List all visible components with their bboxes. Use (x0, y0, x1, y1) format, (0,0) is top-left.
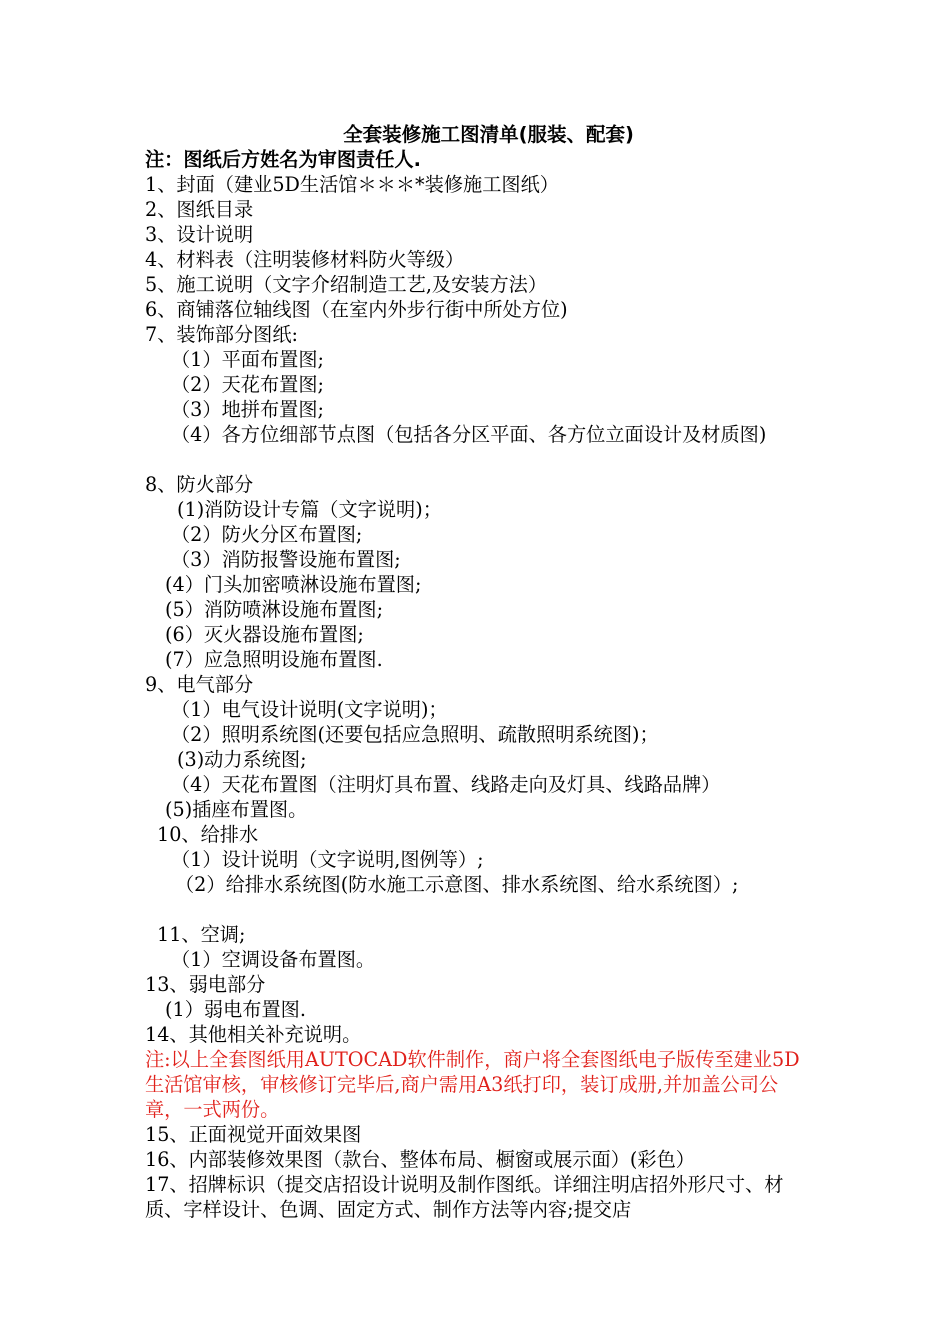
list-item: 3、设计说明 (145, 223, 254, 246)
list-item: 1、封面（建业5D生活馆＊＊＊*装修施工图纸） (145, 173, 559, 196)
list-item: 2、图纸目录 (145, 198, 254, 221)
list-item: 13、弱电部分 (145, 973, 266, 996)
list-item: 7、装饰部分图纸: (145, 323, 298, 346)
sub-item-text: （2）给排水系统图(防水施工示意图、排水系统图、给水系统图）; (175, 873, 739, 896)
sub-item: （4）天花布置图（注明灯具布置、线路走向及灯具、线路品牌） (171, 773, 721, 796)
list-item: 17、招牌标识（提交店招设计说明及制作图纸。详细注明店招外形尺寸、材质、字样设计、色调、固定方式、制作方法等内容;提交店 (145, 1173, 784, 1221)
sub-item: （2）天花布置图; (171, 373, 324, 396)
list-item: 11、空调; (157, 923, 246, 946)
sub-item: (6）灭火器设施布置图; (165, 623, 364, 646)
sub-item: (1)消防设计专篇（文字说明)； (177, 498, 442, 521)
reviewer-note: 注：图纸后方姓名为审图责任人. (145, 148, 421, 171)
list-item: 16、内部装修效果图（款台、整体布局、橱窗或展示面）(彩色） (145, 1148, 695, 1171)
sub-item: （1）空调设备布置图。 (171, 948, 376, 971)
list-item: 5、施工说明（文字介绍制造工艺,及安装方法） (145, 273, 548, 296)
sub-item: （3）消防报警设施布置图; (171, 548, 401, 571)
sub-item: (1）弱电布置图. (165, 998, 306, 1021)
list-item: 14、其他相关补充说明。 (145, 1023, 362, 1046)
document-page (145, 122, 810, 1222)
sub-item: （3）地拼布置图; (171, 398, 324, 421)
document-title: 全套装修施工图清单(服装、配套) (343, 123, 634, 146)
sub-item-text: （4）各方位细部节点图（包括各分区平面、各方位立面设计及材质图) (171, 423, 767, 446)
list-item: 15、正面视觉开面效果图 (145, 1123, 362, 1146)
sub-item (145, 872, 810, 922)
list-item: 4、材料表（注明装修材料防火等级） (145, 248, 465, 271)
sub-item: (7）应急照明设施布置图. (165, 648, 383, 671)
sub-item: (5)插座布置图。 (165, 798, 308, 821)
sub-item (145, 422, 810, 472)
list-item: 8、防火部分 (145, 473, 254, 496)
sub-item: （1）平面布置图; (171, 348, 324, 371)
sub-item: （2）防火分区布置图; (171, 523, 363, 546)
sub-item: （1）设计说明（文字说明,图例等）; (171, 848, 484, 871)
list-item: 10、给排水 (157, 823, 259, 846)
submission-note: 注:以上全套图纸用AUTOCAD软件制作，商户将全套图纸电子版传至建业5D生活馆审核，审核修订完毕后,商户需用A3纸打印，装订成册,并加盖公司公章，一式两份。 (145, 1048, 800, 1121)
sub-item: (4）门头加密喷淋设施布置图; (165, 573, 422, 596)
list-item: 6、商铺落位轴线图（在室内外步行街中所处方位) (145, 298, 568, 321)
sub-item: （1）电气设计说明(文字说明)； (171, 698, 448, 721)
sub-item: (3)动力系统图; (177, 748, 307, 771)
list-item: 9、电气部分 (145, 673, 254, 696)
sub-item: （2）照明系统图(还要包括应急照明、疏散照明系统图)； (171, 723, 659, 746)
sub-item: (5）消防喷淋设施布置图; (165, 598, 384, 621)
